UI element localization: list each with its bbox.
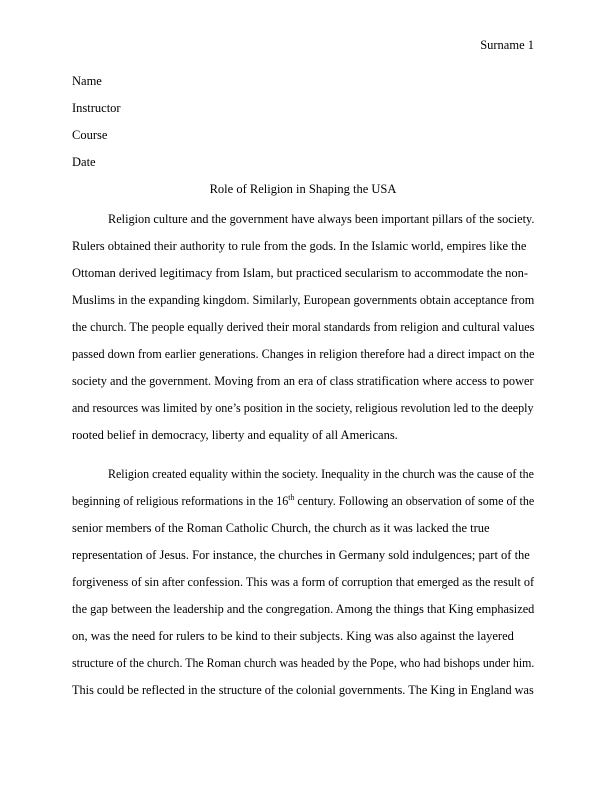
paragraph-2-text: beginning of religious reformations in the 16 <box>72 494 289 508</box>
ordinal-suffix: th <box>288 492 295 502</box>
essay-title: Role of Religion in Shaping the USA <box>209 182 397 196</box>
running-head: Surname 1 <box>480 38 534 52</box>
paragraph-2-line: the gap between the leadership and the congregation. Among the things that King emphasized <box>72 602 535 616</box>
paragraph-2-line: forgiveness of sin after confession. This was a form of corruption that emerged as the result of <box>72 575 535 589</box>
paragraph-1-line: and resources was limited by one’s position in the society, religious revolution led to the deeply <box>72 401 534 415</box>
paragraph-2-line: on, was the need for rulers to be kind to their subjects. King was also against the layered <box>72 629 514 643</box>
paragraph-1-line: rooted belief in democracy, liberty and equality of all Americans. <box>72 428 398 442</box>
paragraph-1-line: Ottoman derived legitimacy from Islam, but practiced secularism to accommodate the non- <box>72 266 529 280</box>
paragraph-1-line: the church. The people equally derived their moral standards from religion and cultural values <box>72 320 535 334</box>
course-name: Course <box>72 128 108 142</box>
paragraph-2-line <box>72 493 534 509</box>
paragraph-2-line: senior members of the Roman Catholic Church, the church as it was lacked the true <box>72 521 490 535</box>
paragraph-1-line: society and the government. Moving from an era of class stratification where access to power <box>72 374 534 388</box>
paragraph-1-line: Rulers obtained their authority to rule from the gods. In the Islamic world, empires like the <box>72 239 527 253</box>
paragraph-1-line: Muslims in the expanding kingdom. Similarly, European governments obtain acceptance from <box>72 293 535 307</box>
paragraph-2-line: This could be reflected in the structure of the colonial governments. The King in England was <box>72 683 534 697</box>
paragraph-1-line: Religion culture and the government have always been important pillars of the society. <box>108 212 535 226</box>
instructor-name: Instructor <box>72 101 121 115</box>
date-line: Date <box>72 155 96 169</box>
paragraph-2-line: Religion created equality within the society. Inequality in the church was the cause of the <box>108 467 534 481</box>
paragraph-2-line: representation of Jesus. For instance, the churches in Germany sold indulgences; part of the <box>72 548 530 562</box>
student-name: Name <box>72 74 102 88</box>
paragraph-2-line: structure of the church. The Roman church was headed by the Pope, who had bishops under him. <box>72 656 535 670</box>
paragraph-1-line: passed down from earlier generations. Changes in religion therefore had a direct impact on the <box>72 347 535 361</box>
paragraph-2-text: century. Following an observation of some of the <box>294 494 535 508</box>
